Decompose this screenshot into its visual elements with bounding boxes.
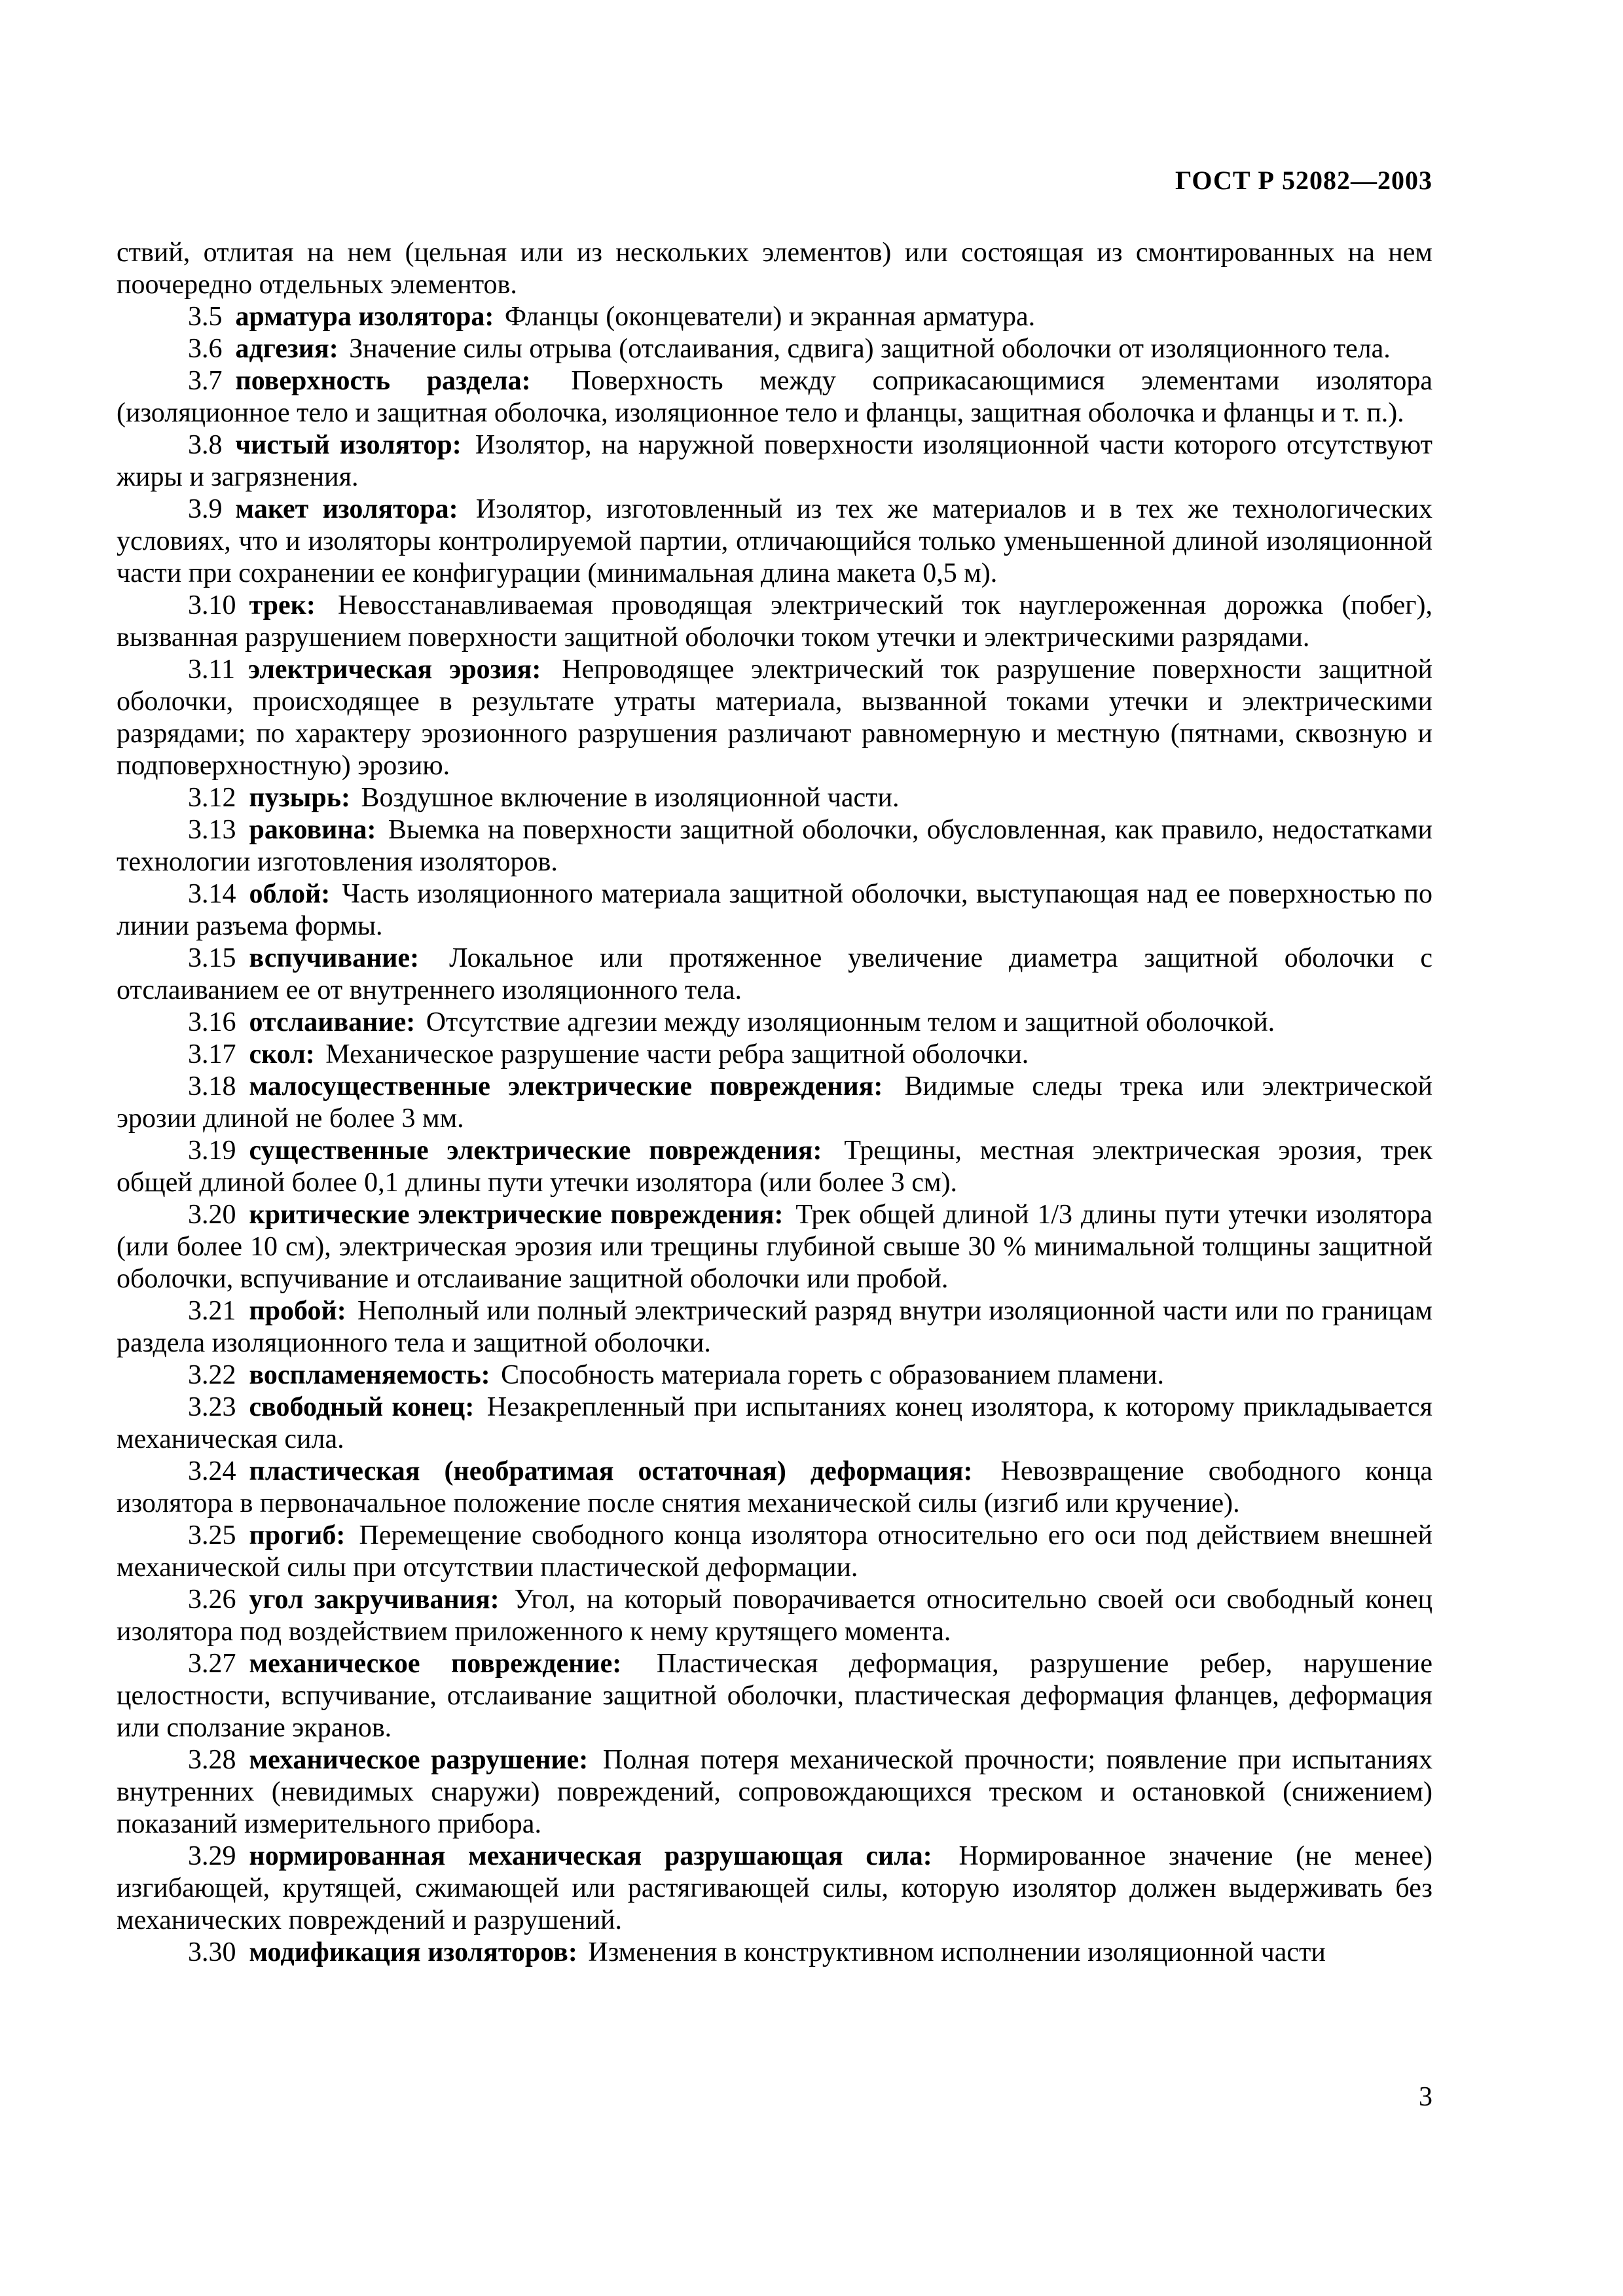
term-definition-paragraph bbox=[117, 1520, 1432, 1584]
term-name: вспучивание: bbox=[249, 943, 420, 973]
term-definition-text: Полная потеря механической прочности; появление при испытаниях внутренних (невидимых снаружи) повреждений, сопровождающихся треском и остановкой (снижением) показаний измерительного прибора. bbox=[117, 1745, 1433, 1839]
term-definition-text: Невосстанавливаемая проводящая электрический ток науглероженная дорожка (побег), вызванная разрушением поверхности защитной оболочки током утечки и электрическими разрядами. bbox=[117, 590, 1433, 653]
term-definition-text: Поверхность между соприкасающимися элементами изолятора (изоляционное тело и защитная оболочка, изоляционное тело и фланцы, защитная оболочка и фланцы и т. п.). bbox=[117, 366, 1433, 428]
term-definition-text: Трек общей длиной 1/3 длины пути утечки изолятора (или более 10 см), электрическая эрозия или трещины глубиной свыше 30 % минимальной толщины защитной оболочки, вспучивание и отслаивание защитной оболочки или пробой. bbox=[117, 1200, 1432, 1294]
term-definition-paragraph bbox=[117, 365, 1432, 429]
term-definition-text: Значение силы отрыва (отслаивания, сдвига) защитной оболочки от изоляционного тела. bbox=[349, 334, 1391, 364]
term-definition-text: Непроводящее электрический ток разрушение поверхности защитной оболочки, происходящее в результате утраты материала, вызванной токами утечки и электрическими разрядами; по характеру эрозионного разрушения различают равномерную и местную (пятнами, сквозную и подповерхностную) эрозию. bbox=[117, 655, 1432, 781]
term-number: 3.21 bbox=[188, 1296, 236, 1326]
term-number: 3.10 bbox=[188, 590, 236, 620]
term-definition-text: Изолятор, изготовленный из тех же материалов и в тех же технологических условиях, что и изоляторы контролируемой партии, отличающийся только уменьшенной длиной изоляционной части при сохранении ее конфигурации (минимальная длина макета 0,5 м). bbox=[117, 494, 1432, 588]
term-number: 3.20 bbox=[188, 1200, 236, 1230]
term-definition-text: Изолятор, на наружной поверхности изоляционной части которого отсутствуют жиры и загрязнения. bbox=[117, 430, 1433, 492]
term-definition-paragraph bbox=[117, 1456, 1432, 1520]
term-number: 3.19 bbox=[188, 1136, 236, 1166]
term-definition-paragraph bbox=[117, 1359, 1432, 1391]
continuation-paragraph: ствий, отлитая на нем (цельная или из нескольких элементов) или состоящая из смонтированных на нем поочередно отдельных элементов. bbox=[117, 238, 1432, 300]
term-number: 3.7 bbox=[188, 366, 223, 396]
term-name: трек: bbox=[249, 590, 316, 620]
term-number: 3.25 bbox=[188, 1520, 236, 1551]
term-name: арматура изолятора: bbox=[235, 302, 494, 332]
term-definition-text: Невозвращение свободного конца изолятора в первоначальное положение после снятия механической силы (изгиб или кручение). bbox=[117, 1456, 1432, 1518]
term-name: чистый изолятор: bbox=[235, 430, 462, 460]
term-name: скол: bbox=[249, 1039, 315, 1069]
term-definition-paragraph bbox=[117, 1744, 1432, 1840]
term-definition-paragraph bbox=[117, 1007, 1432, 1039]
term-name: модификация изоляторов: bbox=[249, 1937, 577, 1967]
term-name: раковина: bbox=[249, 815, 376, 845]
term-definition-paragraph bbox=[117, 878, 1432, 942]
term-number: 3.8 bbox=[188, 430, 223, 460]
term-definition-text: Незакрепленный при испытаниях конец изолятора, к которому прикладывается механическая сила. bbox=[117, 1392, 1432, 1454]
terms-section bbox=[117, 237, 1432, 1969]
term-number: 3.5 bbox=[188, 302, 223, 332]
term-name: облой: bbox=[249, 879, 331, 909]
term-definition-text: Часть изоляционного материала защитной оболочки, выступающая над ее поверхностью по линии разъема формы. bbox=[117, 879, 1432, 941]
term-name: пробой: bbox=[249, 1296, 346, 1326]
term-name: прогиб: bbox=[249, 1520, 346, 1551]
term-definition-paragraph bbox=[117, 1937, 1432, 1969]
term-definition-paragraph bbox=[117, 493, 1432, 590]
term-definition-paragraph bbox=[117, 942, 1432, 1007]
term-name: нормированная механическая разрушающая сила: bbox=[249, 1841, 932, 1871]
term-number: 3.28 bbox=[188, 1745, 236, 1775]
term-definition-paragraph bbox=[117, 1295, 1432, 1359]
term-name: существенные электрические повреждения: bbox=[249, 1136, 822, 1166]
term-definition-paragraph bbox=[117, 1071, 1432, 1135]
term-name: свободный конец: bbox=[249, 1392, 475, 1422]
term-definition-text: Изменения в конструктивном исполнении изоляционной части bbox=[588, 1937, 1326, 1967]
term-definition-text: Способность материала гореть с образованием пламени. bbox=[501, 1360, 1164, 1390]
term-definition-paragraph bbox=[117, 301, 1432, 333]
term-definition-text: Локальное или протяженное увеличение диаметра защитной оболочки с отслаиванием ее от внутреннего изоляционного тела. bbox=[117, 943, 1433, 1005]
term-definition-text: Перемещение свободного конца изолятора относительно его оси под действием внешней механической силы при отсутствии пластической деформации. bbox=[117, 1520, 1433, 1583]
term-number: 3.18 bbox=[188, 1071, 236, 1102]
term-definition-paragraph bbox=[117, 1199, 1432, 1295]
term-number: 3.24 bbox=[188, 1456, 236, 1486]
term-name: поверхность раздела: bbox=[235, 366, 531, 396]
document-code: ГОСТ Р 52082—2003 bbox=[1175, 166, 1432, 195]
term-definition-text: Фланцы (оконцеватели) и экранная арматура. bbox=[504, 302, 1036, 332]
term-number: 3.6 bbox=[188, 334, 223, 364]
term-definition-paragraph bbox=[117, 333, 1432, 365]
term-name: макет изолятора: bbox=[235, 494, 458, 524]
term-number: 3.13 bbox=[188, 815, 236, 845]
term-number: 3.23 bbox=[188, 1392, 236, 1422]
term-definition-text: Воздушное включение в изоляционной части. bbox=[361, 783, 900, 813]
term-definition-paragraph bbox=[117, 1584, 1432, 1648]
term-definition-paragraph bbox=[117, 1039, 1432, 1071]
terms-list bbox=[117, 301, 1432, 1969]
term-name: адгезия: bbox=[235, 334, 338, 364]
term-definition-paragraph bbox=[117, 1391, 1432, 1456]
term-definition-text: Отсутствие адгезии между изоляционным телом и защитной оболочкой. bbox=[426, 1007, 1275, 1037]
term-definition-paragraph bbox=[117, 782, 1432, 814]
term-number: 3.15 bbox=[188, 943, 236, 973]
term-definition-text: Видимые следы трека или электрической эрозии длиной не более 3 мм. bbox=[117, 1071, 1432, 1134]
term-definition-text: Выемка на поверхности защитной оболочки, обусловленная, как правило, недостатками технологии изготовления изоляторов. bbox=[117, 815, 1432, 877]
term-name: пластическая (необратимая остаточная) деформация: bbox=[249, 1456, 973, 1486]
term-number: 3.26 bbox=[188, 1585, 236, 1615]
term-definition-paragraph bbox=[117, 654, 1432, 782]
term-name: пузырь: bbox=[249, 783, 350, 813]
term-definition-text: Угол, на который поворачивается относительно своей оси свободный конец изолятора под воздействием приложенного к нему крутящего момента. bbox=[117, 1585, 1433, 1647]
term-number: 3.11 bbox=[188, 655, 235, 685]
term-number: 3.16 bbox=[188, 1007, 236, 1037]
term-definition-paragraph bbox=[117, 1840, 1432, 1937]
term-number: 3.12 bbox=[188, 783, 236, 813]
term-name: угол закручивания: bbox=[249, 1585, 500, 1615]
term-name: отслаивание: bbox=[249, 1007, 416, 1037]
page-number: 3 bbox=[1419, 2082, 1432, 2112]
term-name: механическое разрушение: bbox=[249, 1745, 589, 1775]
term-definition-paragraph bbox=[117, 590, 1432, 654]
term-name: критические электрические повреждения: bbox=[249, 1200, 784, 1230]
term-name: электрическая эрозия: bbox=[247, 655, 541, 685]
term-definition-text: Нормированное значение (не менее) изгибающей, крутящей, сжимающей или растягивающей силы, которую изолятор должен выдерживать без механических повреждений и разрушений. bbox=[117, 1841, 1433, 1935]
term-definition-paragraph bbox=[117, 429, 1432, 493]
term-number: 3.14 bbox=[188, 879, 236, 909]
term-definition-paragraph bbox=[117, 814, 1432, 878]
term-number: 3.22 bbox=[188, 1360, 236, 1390]
term-definition-paragraph bbox=[117, 1135, 1432, 1199]
term-definition-text: Пластическая деформация, разрушение ребер, нарушение целостности, вспучивание, отслаивание защитной оболочки, пластическая деформация фланцев, деформация или сползание экранов. bbox=[117, 1649, 1433, 1743]
term-name: малосущественные электрические повреждения: bbox=[249, 1071, 883, 1102]
term-number: 3.29 bbox=[188, 1841, 236, 1871]
term-number: 3.9 bbox=[188, 494, 223, 524]
term-definition-paragraph bbox=[117, 1648, 1432, 1744]
term-definition-text: Механическое разрушение части ребра защитной оболочки. bbox=[325, 1039, 1029, 1069]
term-definition-text: Трещины, местная электрическая эрозия, трек общей длиной более 0,1 длины пути утечки изолятора (или более 3 см). bbox=[117, 1136, 1432, 1198]
term-name: воспламеняемость: bbox=[249, 1360, 490, 1390]
term-number: 3.30 bbox=[188, 1937, 236, 1967]
term-number: 3.17 bbox=[188, 1039, 236, 1069]
term-name: механическое повреждение: bbox=[249, 1649, 622, 1679]
term-definition-text: Неполный или полный электрический разряд внутри изоляционной части или по границам раздела изоляционного тела и защитной оболочки. bbox=[117, 1296, 1432, 1358]
term-number: 3.27 bbox=[188, 1649, 236, 1679]
